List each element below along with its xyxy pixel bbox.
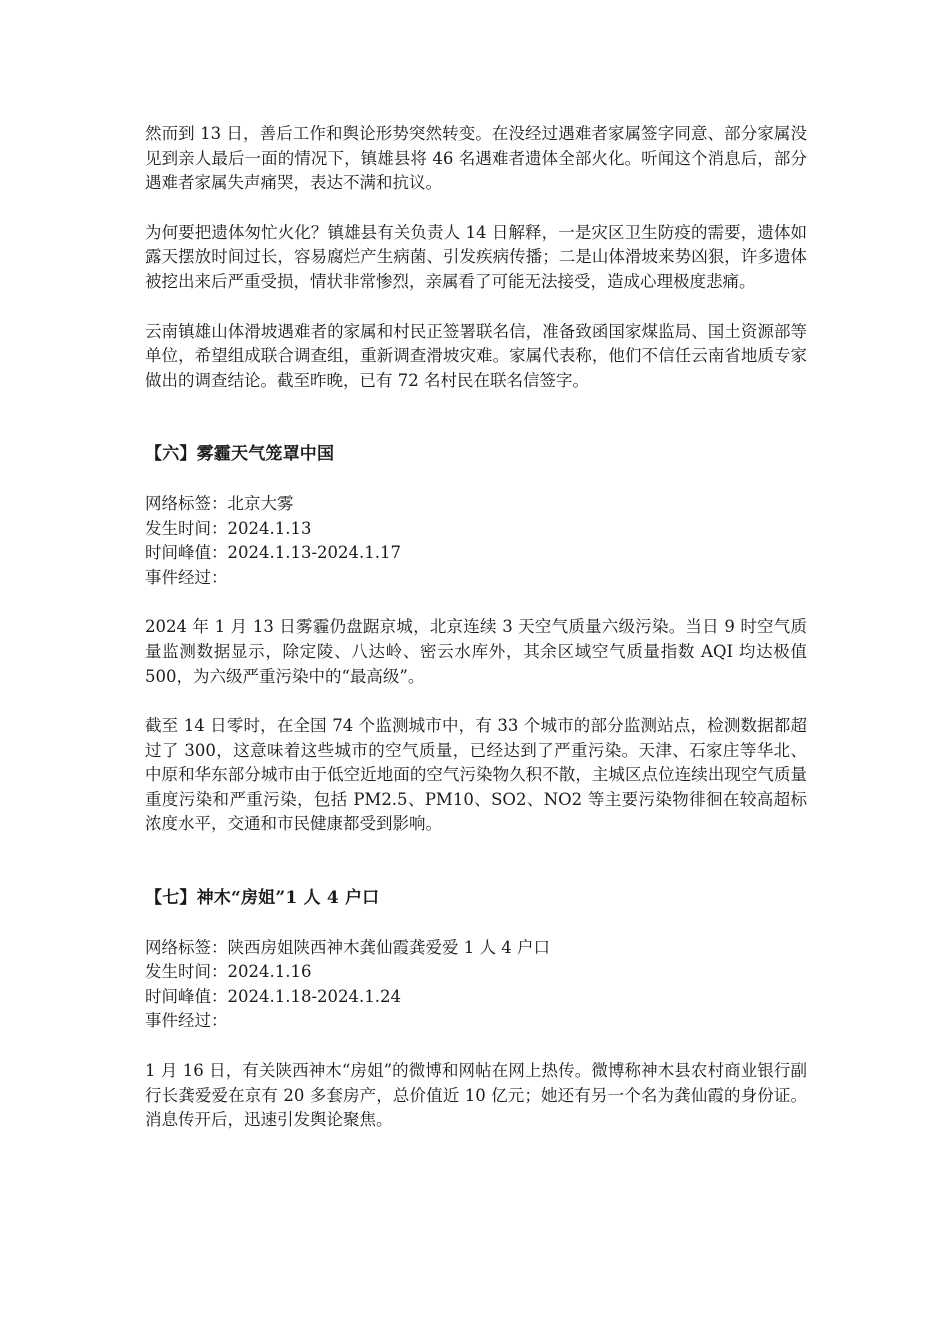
- section-house-sister: [145, 886, 807, 1133]
- body-paragraph: 为何要把遗体匆忙火化？镇雄县有关负责人 14 日解释，一是灾区卫生防疫的需要，遗体如露天摆放时间过长，容易腐烂产生病菌、引发疾病传播；二是山体滑坡来势凶狠，许多遗体被挖出来后严重受损，情状非常惨烈，亲属看了可能无法接受，造成心理极度悲痛。: [145, 222, 807, 291]
- network-tag: 网络标签：北京大雾: [145, 493, 294, 513]
- body-paragraph: 2024 年 1 月 13 日雾霾仍盘踞京城，北京连续 3 天空气质量六级污染。当日 9 时空气质量监测数据显示，除定陵、八达岭、密云水库外，其余区域空气质量指数 AQI 均达极值 500，为六级严重污染中的“最高级”。: [145, 617, 807, 686]
- event-meta: [145, 936, 807, 1034]
- occurrence-time: 发生时间：2024.1.13: [145, 518, 312, 538]
- section-heading: 【六】雾霾天气笼罩中国: [145, 444, 335, 465]
- body-paragraph: 1 月 16 日，有关陕西神木“房姐”的微博和网帖在网上热传。微博称神木县农村商业银行副行长龚爱爱在京有 20 多套房产，总价值近 10 亿元；她还有另一个名为龚仙霞的身份证。消息传开后，迅速引发舆论聚焦。: [145, 1061, 807, 1130]
- body-paragraph: 然而到 13 日，善后工作和舆论形势突然转变。在没经过遇难者家属签字同意、部分家属没见到亲人最后一面的情况下，镇雄县将 46 名遇难者遗体全部火化。听闻这个消息后，部分遇难者家属失声痛哭，表达不满和抗议。: [145, 124, 807, 193]
- section-heading: 【七】神木“房姐”1 人 4 户口: [145, 888, 380, 909]
- process-label: 事件经过：: [145, 1011, 228, 1031]
- peak-time: 时间峰值：2024.1.13-2024.1.17: [145, 543, 402, 563]
- document-body: [145, 122, 807, 1158]
- network-tag: 网络标签：陕西房姐陕西神木龚仙霞龚爱爱 1 人 4 户口: [145, 937, 550, 957]
- body-paragraph: 云南镇雄山体滑坡遇难者的家属和村民正签署联名信，准备致函国家煤监局、国土资源部等单位，希望组成联合调查组，重新调查滑坡灾难。家属代表称，他们不信任云南省地质专家做出的调查结论。截至昨晚，已有 72 名村民在联名信签字。: [145, 321, 807, 390]
- peak-time: 时间峰值：2024.1.18-2024.1.24: [145, 986, 402, 1006]
- body-paragraph: 截至 14 日零时，在全国 74 个监测城市中，有 33 个城市的部分监测站点，检测数据都超过了 300，这意味着这些城市的空气质量，已经达到了严重污染。天津、石家庄等华北、中原和华东部分城市由于低空近地面的空气污染物久积不散，主城区点位连续出现空气质量重度污染和严重污染，包括 PM2.5、PM10、SO2、NO2 等主要污染物徘徊在较高超标浓度水平，交通和市民健康都受到影响。: [145, 716, 807, 834]
- process-label: 事件经过：: [145, 567, 228, 587]
- event-meta: [145, 492, 807, 590]
- section-smog: [145, 442, 807, 837]
- occurrence-time: 发生时间：2024.1.16: [145, 962, 312, 982]
